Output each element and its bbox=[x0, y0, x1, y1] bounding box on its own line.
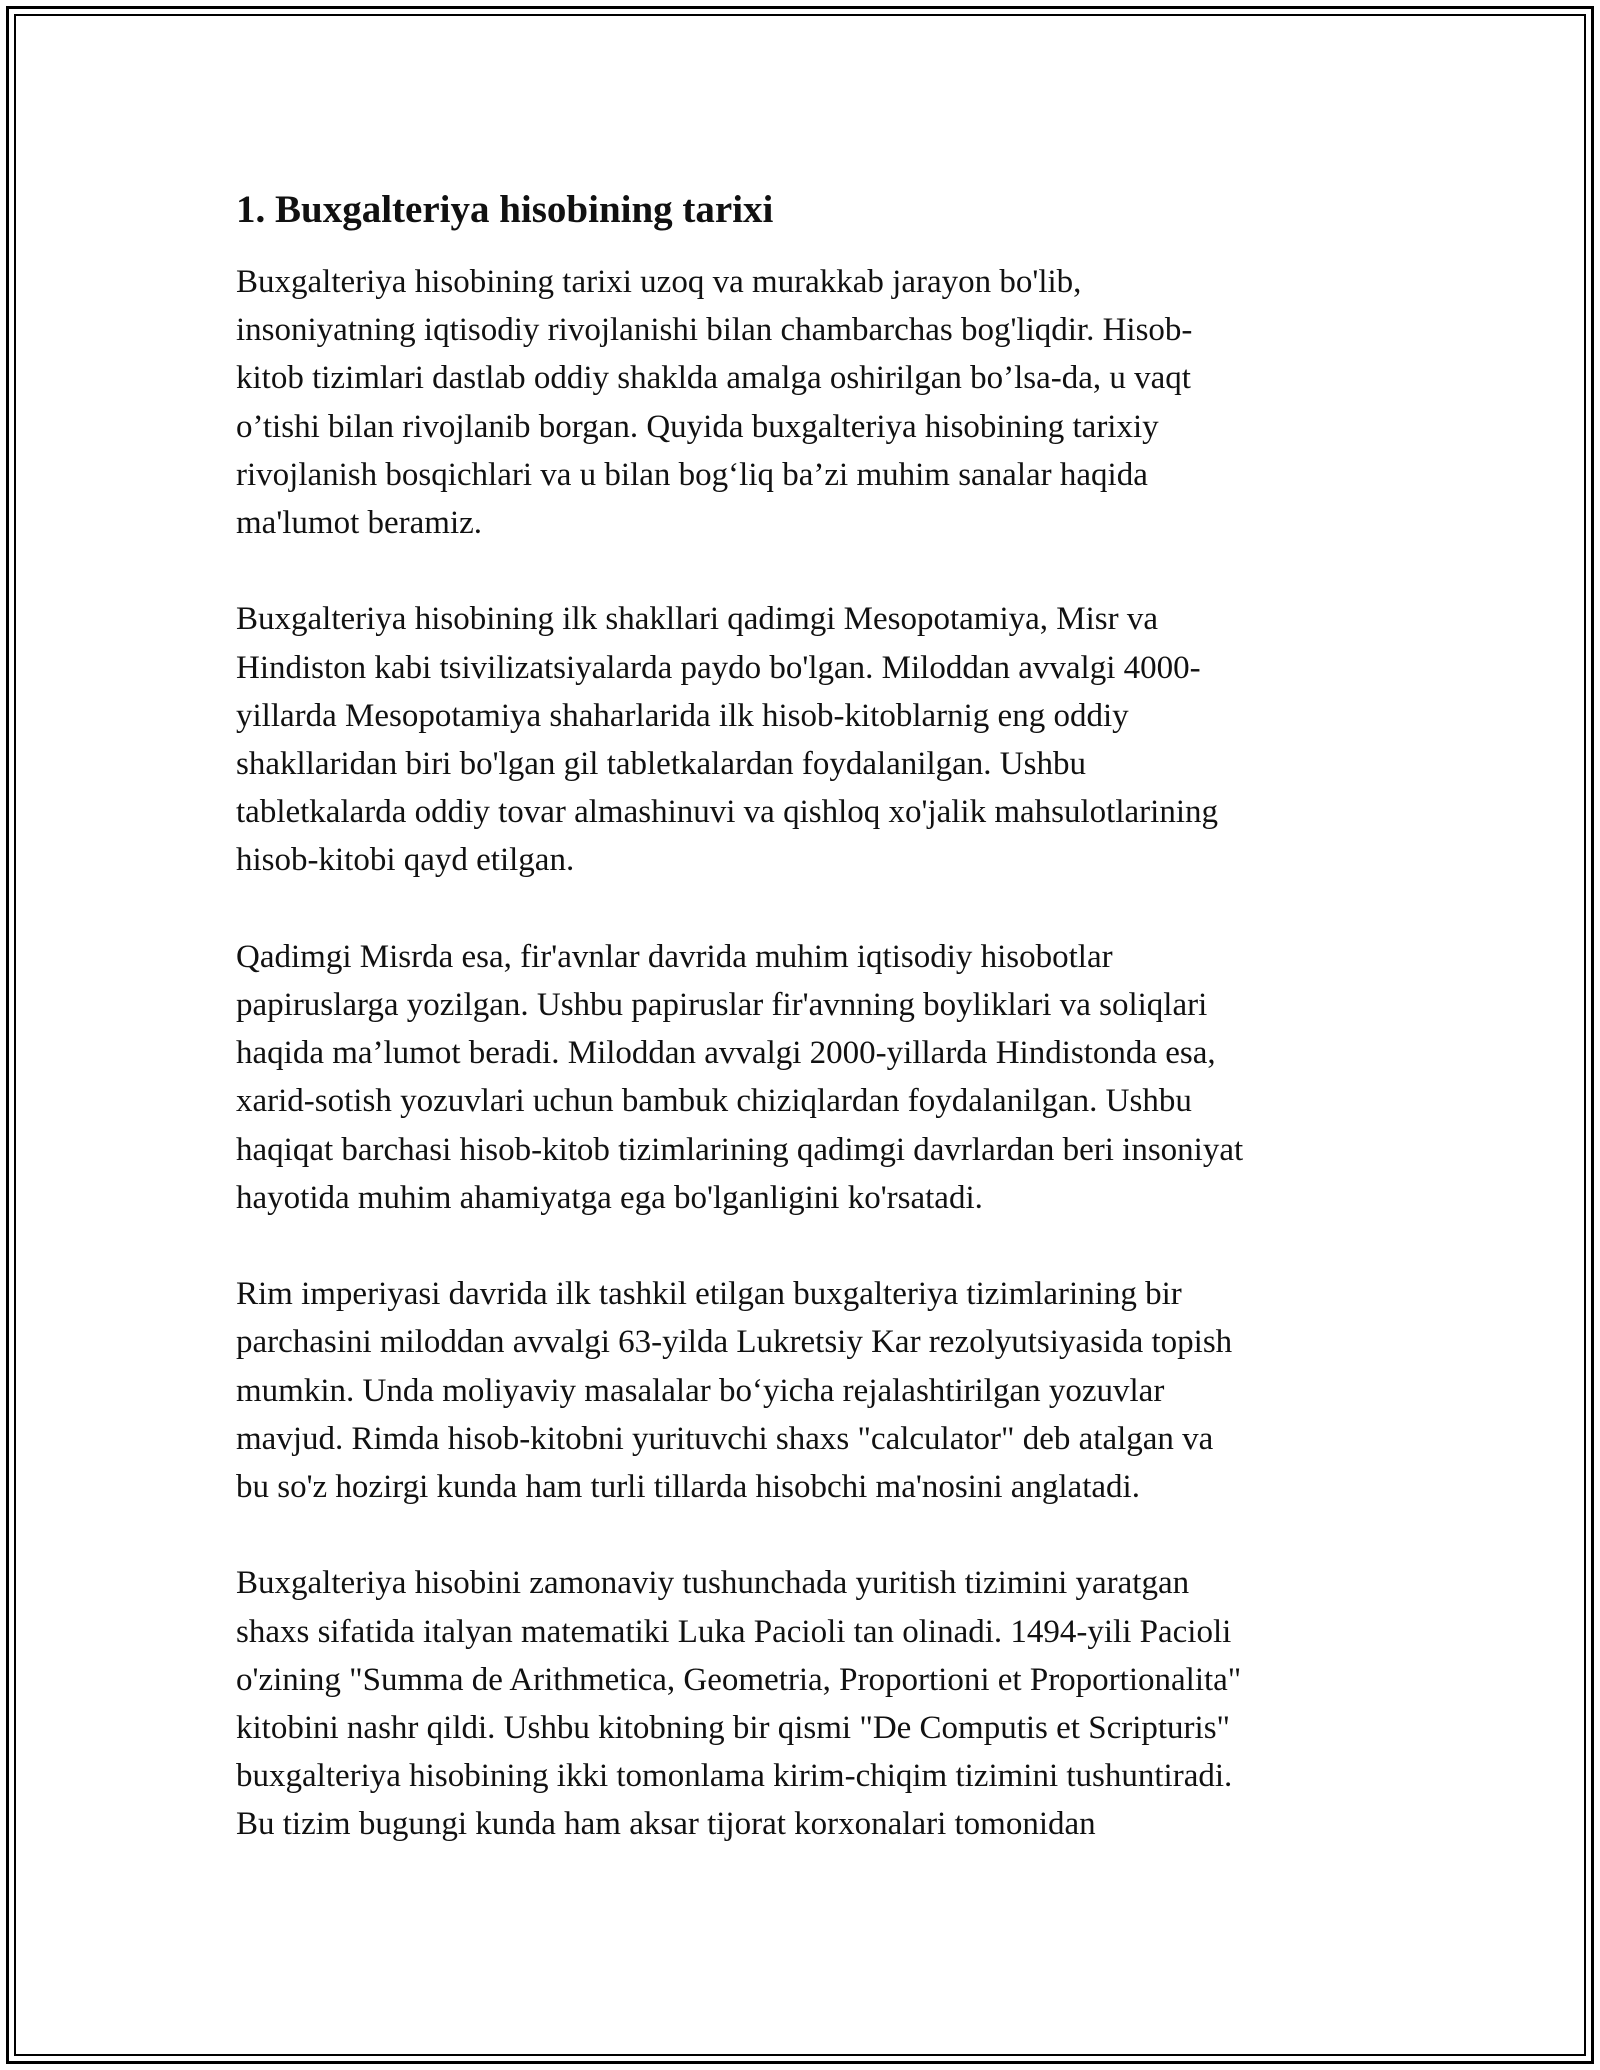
paragraph-line: parchasini miloddan avvalgi 63-yilda Lukretsiy Kar rezolyutsiyasida topish bbox=[236, 1324, 1233, 1361]
paragraph-line: insoniyatning iqtisodiy rivojlanishi bilan chambarchas bog'liqdir. Hisob- bbox=[236, 312, 1193, 349]
paragraph-line: o’tishi bilan rivojlanib borgan. Quyida buxgalteriya hisobining tarixiy bbox=[236, 408, 1159, 445]
paragraph-line: Buxgalteriya hisobining ilk shakllari qadimgi Mesopotamiya, Misr va bbox=[236, 601, 1159, 638]
paragraph-line: haqida ma’lumot beradi. Miloddan avvalgi 2000-yillarda Hindistonda esa, bbox=[236, 1035, 1216, 1072]
paragraph-line: mumkin. Unda moliyaviy masalalar bo‘yicha rejalashtirilgan yozuvlar bbox=[236, 1372, 1165, 1409]
paragraph-line: haqiqat barchasi hisob-kitob tizimlarining qadimgi davrlardan beri insoniyat bbox=[236, 1131, 1244, 1168]
paragraph-line: Bu tizim bugungi kunda ham aksar tijorat korxonalari tomonidan bbox=[236, 1806, 1096, 1843]
paragraph-line: papiruslarga yozilgan. Ushbu papiruslar fir'avnning boyliklari va soliqlari bbox=[236, 987, 1208, 1024]
section-heading: 1. Buxgalteriya hisobining tarixi bbox=[236, 188, 774, 231]
paragraph bbox=[236, 595, 1366, 884]
paragraph-line: o'zining "Summa de Arithmetica, Geometria, Proportioni et Proportionalita" bbox=[236, 1661, 1242, 1698]
paragraph-line: tabletkalarda oddiy tovar almashinuvi va qishloq xo'jalik mahsulotlarining bbox=[236, 794, 1218, 831]
paragraph-line: kitobini nashr qildi. Ushbu kitobning bir qismi "De Computis et Scripturis" bbox=[236, 1710, 1231, 1747]
paragraph-line: shaxs sifatida italyan matematiki Luka Pacioli tan olinadi. 1494-yili Pacioli bbox=[236, 1613, 1232, 1650]
paragraph-line: kitob tizimlari dastlab oddiy shaklda amalga oshirilgan bo’lsa-da, u vaqt bbox=[236, 360, 1191, 397]
paragraph-list bbox=[236, 258, 1366, 1849]
paragraph-line: shakllaridan biri bo'lgan gil tabletkalardan foydalanilgan. Ushbu bbox=[236, 746, 1086, 783]
paragraph-line: Qadimgi Misrda esa, fir'avnlar davrida muhim iqtisodiy hisobotlar bbox=[236, 938, 1113, 975]
paragraph-line: Rim imperiyasi davrida ilk tashkil etilgan buxgalteriya tizimlarining bir bbox=[236, 1276, 1182, 1313]
paragraph-line: buxgalteriya hisobining ikki tomonlama kirim-chiqim tizimini tushuntiradi. bbox=[236, 1758, 1233, 1795]
paragraph-line: yillarda Mesopotamiya shaharlarida ilk hisob-kitoblarnig eng oddiy bbox=[236, 697, 1129, 734]
paragraph bbox=[236, 1270, 1366, 1511]
paragraph-line: Hindiston kabi tsivilizatsiyalarda paydo bo'lgan. Miloddan avvalgi 4000- bbox=[236, 649, 1201, 686]
paragraph-line: hayotida muhim ahamiyatga ega bo'lganligini ko'rsatadi. bbox=[236, 1179, 983, 1216]
paragraph-line: rivojlanish bosqichlari va u bilan bog‘liq ba’zi muhim sanalar haqida bbox=[236, 456, 1148, 493]
paragraph-line: bu so'z hozirgi kunda ham turli tillarda hisobchi ma'nosini anglatadi. bbox=[236, 1469, 1140, 1506]
paragraph-line: ma'lumot beramiz. bbox=[236, 505, 483, 542]
paragraph bbox=[236, 933, 1366, 1222]
paragraph-line: hisob-kitobi qayd etilgan. bbox=[236, 842, 575, 879]
document-body bbox=[236, 186, 1366, 1897]
paragraph bbox=[236, 258, 1366, 547]
paragraph-line: xarid-sotish yozuvlari uchun bambuk chiziqlardan foydalanilgan. Ushbu bbox=[236, 1083, 1192, 1120]
paragraph bbox=[236, 1559, 1366, 1848]
paragraph-line: mavjud. Rimda hisob-kitobni yurituvchi shaxs "calculator" deb atalgan va bbox=[236, 1420, 1214, 1457]
paragraph-line: Buxgalteriya hisobining tarixi uzoq va murakkab jarayon bo'lib, bbox=[236, 264, 1082, 300]
paragraph-line: Buxgalteriya hisobini zamonaviy tushunchada yuritish tizimini yaratgan bbox=[236, 1565, 1190, 1602]
